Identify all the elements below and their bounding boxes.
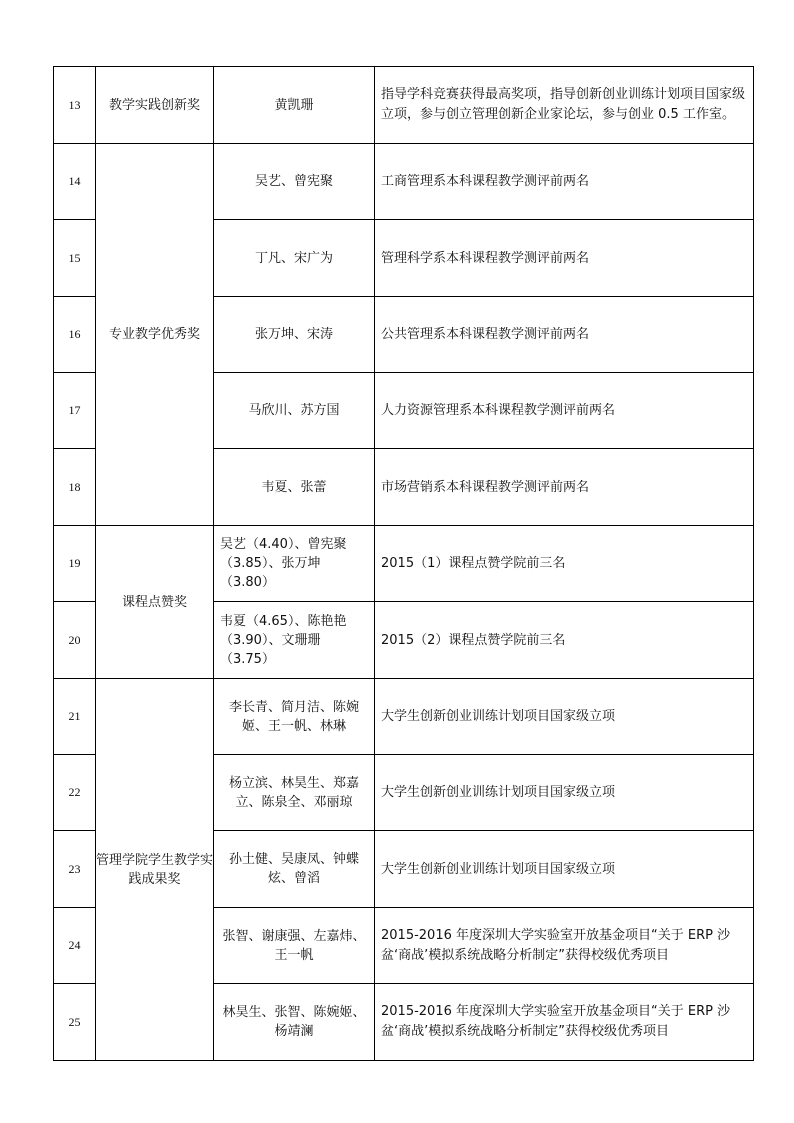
award-description: 大学生创新创业训练计划项目国家级立项 bbox=[375, 679, 754, 755]
row-number: 13 bbox=[54, 67, 96, 144]
award-name: 教学实践创新奖 bbox=[96, 67, 214, 144]
row-number: 17 bbox=[54, 373, 96, 449]
recipient-names: 马欣川、苏方国 bbox=[214, 373, 375, 449]
row-number: 15 bbox=[54, 220, 96, 297]
award-description: 人力资源管理系本科课程教学测评前两名 bbox=[375, 373, 754, 449]
award-description: 工商管理系本科课程教学测评前两名 bbox=[375, 144, 754, 220]
row-number: 20 bbox=[54, 602, 96, 679]
recipient-names: 孙土健、吴康凤、钟蝶炫、曾滔 bbox=[214, 831, 375, 908]
award-description: 指导学科竞赛获得最高奖项，指导创新创业训练计划项目国家级立项，参与创立管理创新企业家论坛，参与创业 0.5 工作室。 bbox=[375, 67, 754, 144]
recipient-names: 张智、谢康强、左嘉炜、王一帆 bbox=[214, 908, 375, 984]
table-row bbox=[54, 526, 754, 602]
award-name: 专业教学优秀奖 bbox=[96, 144, 214, 526]
award-description: 管理科学系本科课程教学测评前两名 bbox=[375, 220, 754, 297]
row-number: 18 bbox=[54, 449, 96, 526]
recipient-names: 丁凡、宋广为 bbox=[214, 220, 375, 297]
recipient-names: 杨立滨、林昊生、郑嘉立、陈泉全、邓丽琼 bbox=[214, 755, 375, 831]
recipient-names: 韦夏（4.65）、陈艳艳（3.90）、文珊珊（3.75） bbox=[214, 602, 375, 679]
table-row bbox=[54, 144, 754, 220]
recipient-names: 韦夏、张蕾 bbox=[214, 449, 375, 526]
award-description: 2015-2016 年度深圳大学实验室开放基金项目“关于 ERP 沙盆‘商战’模拟系统战略分析制定”获得校级优秀项目 bbox=[375, 984, 754, 1061]
row-number: 22 bbox=[54, 755, 96, 831]
row-number: 19 bbox=[54, 526, 96, 602]
award-name: 课程点赞奖 bbox=[96, 526, 214, 679]
award-description: 大学生创新创业训练计划项目国家级立项 bbox=[375, 755, 754, 831]
row-number: 16 bbox=[54, 297, 96, 373]
row-number: 24 bbox=[54, 908, 96, 984]
recipient-names: 张万坤、宋涛 bbox=[214, 297, 375, 373]
recipient-names: 黄凯珊 bbox=[214, 67, 375, 144]
award-description: 2015（2）课程点赞学院前三名 bbox=[375, 602, 754, 679]
award-description: 2015-2016 年度深圳大学实验室开放基金项目“关于 ERP 沙盆‘商战’模拟系统战略分析制定”获得校级优秀项目 bbox=[375, 908, 754, 984]
award-name: 管理学院学生教学实践成果奖 bbox=[96, 679, 214, 1061]
recipient-names: 林昊生、张智、陈婉姬、杨靖澜 bbox=[214, 984, 375, 1061]
award-description: 2015（1）课程点赞学院前三名 bbox=[375, 526, 754, 602]
recipient-names: 吴艺、曾宪聚 bbox=[214, 144, 375, 220]
awards-table bbox=[53, 66, 754, 1061]
award-description: 市场营销系本科课程教学测评前两名 bbox=[375, 449, 754, 526]
row-number: 23 bbox=[54, 831, 96, 908]
award-description: 公共管理系本科课程教学测评前两名 bbox=[375, 297, 754, 373]
award-description: 大学生创新创业训练计划项目国家级立项 bbox=[375, 831, 754, 908]
recipient-names: 李长青、简月洁、陈婉姬、王一帆、林琳 bbox=[214, 679, 375, 755]
row-number: 14 bbox=[54, 144, 96, 220]
row-number: 21 bbox=[54, 679, 96, 755]
table-row bbox=[54, 67, 754, 144]
recipient-names: 吴艺（4.40）、曾宪聚（3.85）、张万坤（3.80） bbox=[214, 526, 375, 602]
row-number: 25 bbox=[54, 984, 96, 1061]
table-row bbox=[54, 679, 754, 755]
